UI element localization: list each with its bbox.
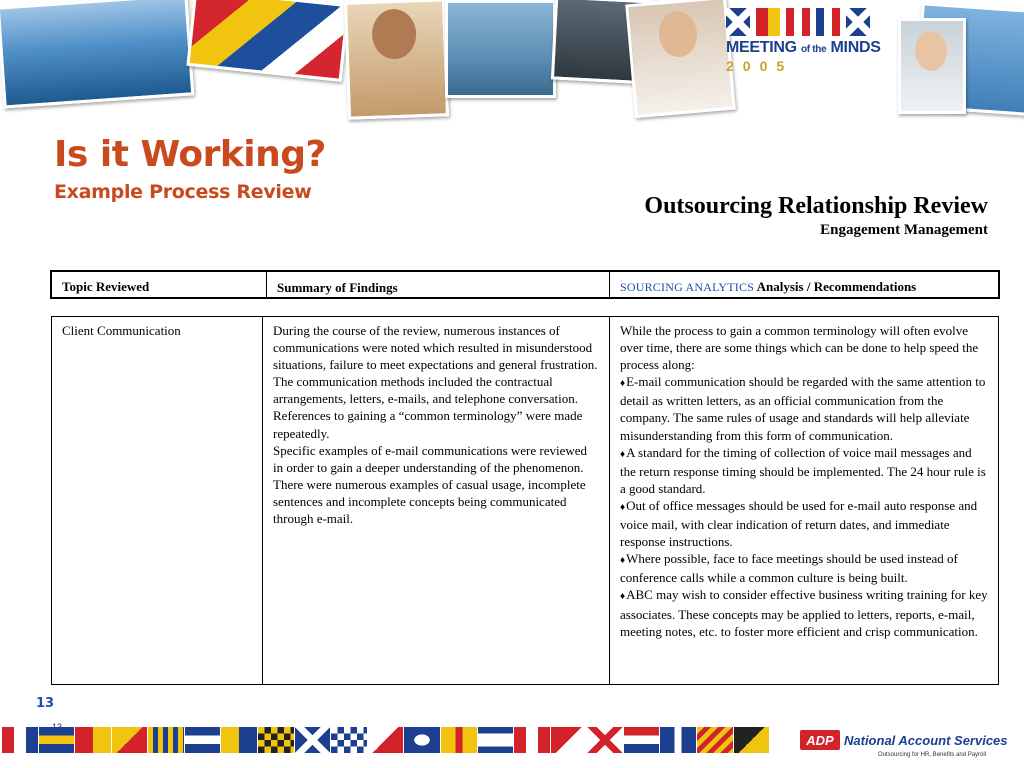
analysis-bullet	[620, 497, 988, 550]
header-analysis	[609, 272, 998, 297]
analysis-bullet	[620, 550, 988, 586]
photo-banner	[0, 0, 1024, 112]
flag-icon	[726, 8, 750, 36]
table-row	[51, 316, 999, 685]
flag-icon	[148, 727, 184, 753]
header-analysis-label: Analysis / Recommendations	[756, 279, 917, 294]
adp-logo: ADP	[800, 730, 840, 750]
analysis-bullet-text: E-mail communication should be regarded with the same attention to detail as written letters, as an official communication from the company. The same rules of usage and standards will help alleviate misunderstanding from this form of communication.	[620, 374, 986, 443]
flag-icon	[295, 727, 331, 753]
summary-paragraph: During the course of the review, numerous instances of communications were noted which resulted in misunderstood situations, failure to meet expectations and general frustration.	[273, 323, 598, 373]
flag-icon	[39, 727, 75, 753]
flag-icon	[734, 727, 770, 753]
flag-icon	[551, 727, 587, 753]
businesswoman-photo	[898, 18, 966, 114]
seagull-photo	[445, 0, 556, 98]
diamond-bullet-icon: ♦	[620, 501, 626, 513]
cell-analysis	[609, 317, 998, 684]
analysis-bullet-text: Out of office messages should be used for e-mail auto response and voice mail, with clear indication of return dates, and immediate response instructions.	[620, 497, 978, 550]
logo-word-minds: MINDS	[830, 39, 881, 56]
analysis-bullet	[620, 586, 988, 639]
flag-icon	[185, 727, 221, 753]
flag-icon	[331, 727, 367, 753]
flag-icon	[75, 727, 111, 753]
page-number: 13	[36, 696, 55, 711]
sailboat-photo	[0, 0, 194, 109]
analysis-intro: While the process to gain a common terminology will often evolve over time, there are some things which can be done to help speed the process along:	[620, 323, 979, 373]
cell-summary	[262, 317, 609, 684]
signal-flags-photo	[186, 0, 349, 82]
table-header	[50, 270, 1000, 299]
woman-smiling-photo	[344, 0, 449, 120]
logo-flags	[726, 8, 886, 36]
diamond-bullet-icon: ♦	[620, 555, 626, 567]
flag-icon	[258, 727, 294, 753]
flag-icon	[786, 8, 810, 36]
cell-topic: Client Communication	[62, 323, 181, 338]
document-title: Outsourcing Relationship Review	[644, 193, 988, 219]
analysis-bullet-text: ABC may wish to consider effective business writing training for key associates. These concepts may be applied to letters, reports, e-mail, meeting notes, etc. to foster more efficient and crisp communication.	[620, 587, 988, 639]
flag-icon	[404, 727, 440, 753]
logo-year: 2005	[726, 58, 794, 74]
company-tagline: Outsourcing for HR, Benefits and Payroll	[878, 752, 987, 758]
flag-icon	[846, 8, 870, 36]
flag-icon	[514, 727, 550, 753]
analysis-bullet	[620, 444, 988, 497]
diamond-bullet-icon: ♦	[620, 591, 626, 603]
businessman-photo	[625, 0, 736, 118]
flag-icon	[221, 727, 257, 753]
company-logo-group	[800, 730, 1008, 750]
flag-icon	[697, 727, 733, 753]
summary-paragraph: Specific examples of e-mail communications were reviewed in order to gain a deeper understanding of the phenomenon. There were numerous examples of casual usage, incomplete sentences and incomplete concepts being communicated through e-mail.	[273, 442, 588, 527]
meeting-of-the-minds-logo	[726, 8, 886, 86]
header-topic: Topic Reviewed	[62, 279, 150, 294]
document-subtitle: Engagement Management	[820, 222, 988, 238]
diamond-bullet-icon: ♦	[620, 448, 626, 460]
company-name: National Account Services	[844, 732, 1008, 748]
flag-icon	[368, 727, 404, 753]
flag-icon	[660, 727, 696, 753]
flag-icon	[478, 727, 514, 753]
slide-subtitle: Example Process Review	[54, 181, 312, 203]
summary-paragraph: The communication methods included the contractual arrangements, letters, e-mails, and telephone conversation. References to gaining a “common terminology” were made repeatedly.	[273, 374, 583, 441]
signal-flag-strip	[2, 727, 770, 753]
analysis-bullet	[620, 373, 988, 443]
flag-icon	[756, 8, 780, 36]
flag-icon	[587, 727, 623, 753]
logo-text	[726, 39, 886, 57]
logo-word-of-the: of the	[800, 44, 827, 55]
flag-icon	[112, 727, 148, 753]
sourcing-analytics-brand: SOURCING ANALYTICS	[620, 280, 755, 294]
flag-icon	[624, 727, 660, 753]
diamond-bullet-icon: ♦	[620, 378, 626, 390]
analysis-bullet-text: A standard for the timing of collection of voice mail messages and the return response timing should be implemented. The 24 hour rule is a good standard.	[620, 444, 986, 496]
slide-title: Is it Working?	[54, 134, 326, 175]
header-summary: Summary of Findings	[266, 272, 609, 297]
flag-icon	[816, 8, 840, 36]
logo-word-meeting: MEETING	[726, 39, 797, 56]
flag-icon	[441, 727, 477, 753]
flag-icon	[2, 727, 38, 753]
analysis-bullet-text: Where possible, face to face meetings should be used instead of conference calls while a common culture is being built.	[620, 551, 958, 586]
